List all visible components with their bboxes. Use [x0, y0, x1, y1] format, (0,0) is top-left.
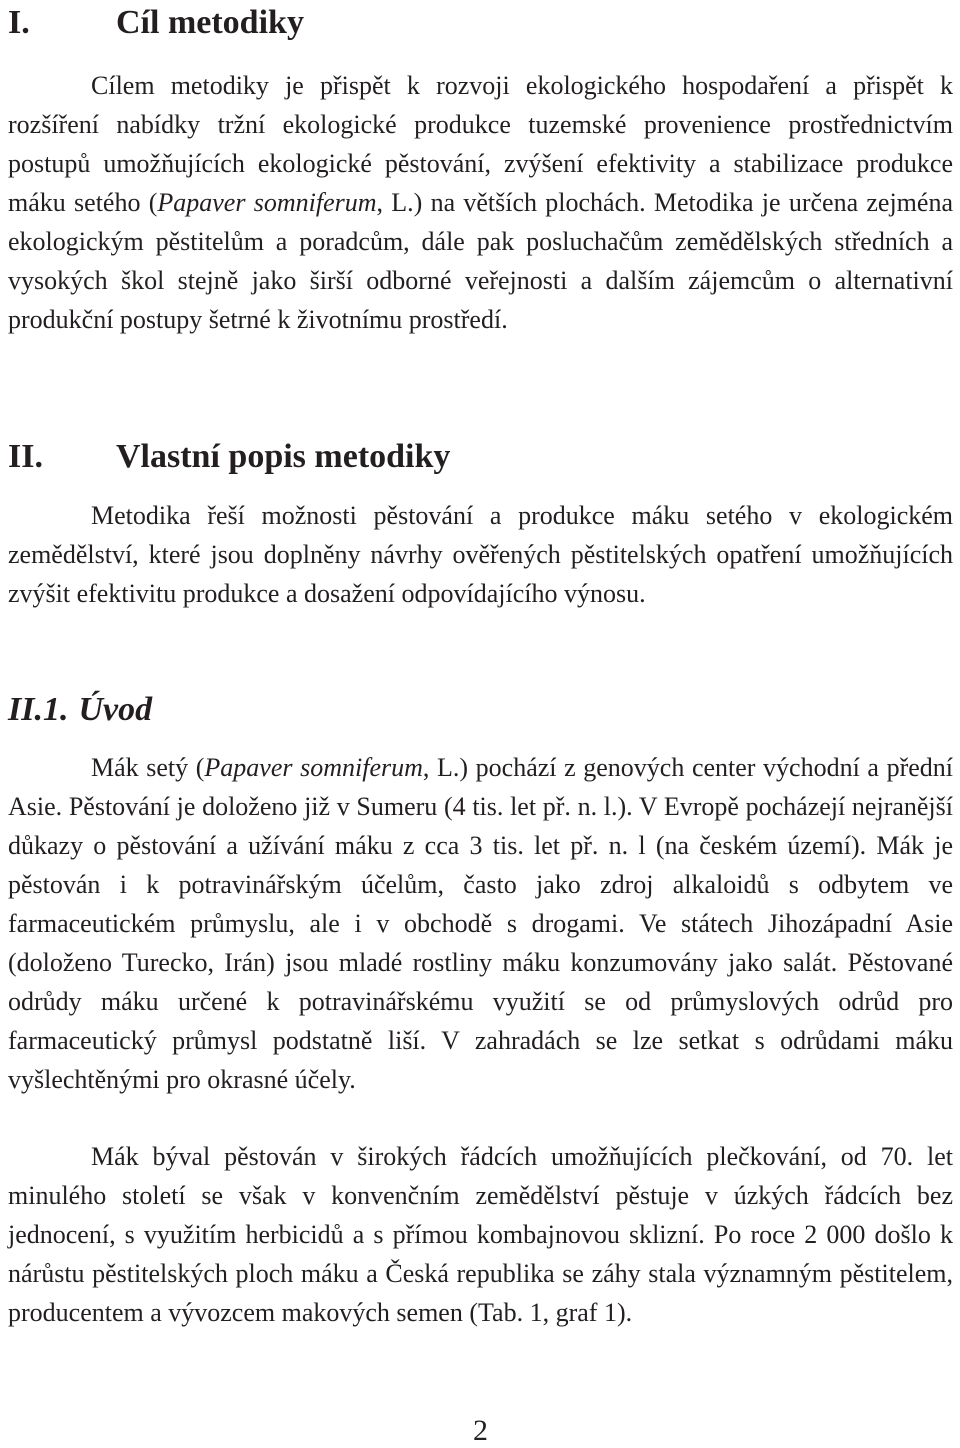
section-2-paragraph: Metodika řeší možnosti pěstování a produkce máku setého v ekologickém zemědělství, které jsou doplněny návrhy ověřených pěstitelských opatření umožňujících zvýšit efektivitu produkce a dosažení odpovídajícího výnosu.	[8, 501, 953, 608]
section-heading-1	[8, 3, 304, 43]
page-number: 2	[473, 1414, 488, 1447]
subsection-title: Úvod	[78, 691, 153, 728]
subsection-paragraph-2: Mák býval pěstován v širokých řádcích umožňujících plečkování, od 70. let minulého století se však v konvenčním zemědělství pěstuje v úzkých řádcích bez jednocení, s využitím herbicidů a s přímou kombajnovou sklizní. Po roce 2 000 došlo k nárůstu pěstitelských ploch máku a Česká republika se záhy stala významným pěstitelem, producentem a vývozcem makových semen (Tab. 1, graf 1).	[8, 1142, 953, 1327]
section-number-2: II.	[8, 438, 43, 475]
subsection-number: II.1.	[8, 691, 69, 728]
subsection-paragraph-1: Mák setý (Papaver somniferum, L.) pochází z genových center východní a přední Asie. Pěstování je doloženo již v Sumeru (4 tis. let př. n. l.). V Evropě pocházejí nejranější důkazy o pěstování a užívání máku z cca 3 tis. let př. n. l (na českém území). Mák je pěstován i k potravinářským účelům, často jako zdroj alkaloidů s odbytem ve farmaceutickém průmyslu, ale i v obchodě s drogami. Ve státech Jihozápadní Asie (doloženo Turecko, Irán) jsou mladé rostliny máku konzumovány jako salát. Pěstované odrůdy máku určené k potravinářskému využití se od průmyslových odrůd pro farmaceutický průmysl podstatně liší. V zahradách se lze setkat s odrůdami máku vyšlechtěnými pro okrasné účely.	[8, 753, 953, 1094]
section-heading-2	[8, 437, 450, 477]
subsection-heading	[8, 690, 152, 730]
section-number-1: I.	[8, 4, 30, 41]
section-title-1: Cíl metodiky	[116, 4, 304, 41]
section-1-paragraph: Cílem metodiky je přispět k rozvoji ekologického hospodaření a přispět k rozšíření nabídky tržní ekologické produkce tuzemské provenience prostřednictvím postupů umožňujících ekologické pěstování, zvýšení efektivity a stabilizace produkce máku setého (Papaver somniferum, L.) na větších plochách. Metodika je určena zejména ekologickým pěstitelům a poradcům, dále pak posluchačům zemědělských středních a vysokých škol stejně jako širší odborné veřejnosti a dalším zájemcům o alternativní produkční postupy šetrné k životnímu prostředí.	[8, 71, 953, 334]
latin-name: Papaver somniferum	[157, 188, 377, 217]
section-title-2: Vlastní popis metodiky	[116, 438, 451, 475]
latin-name: Papaver somniferum	[204, 753, 423, 782]
